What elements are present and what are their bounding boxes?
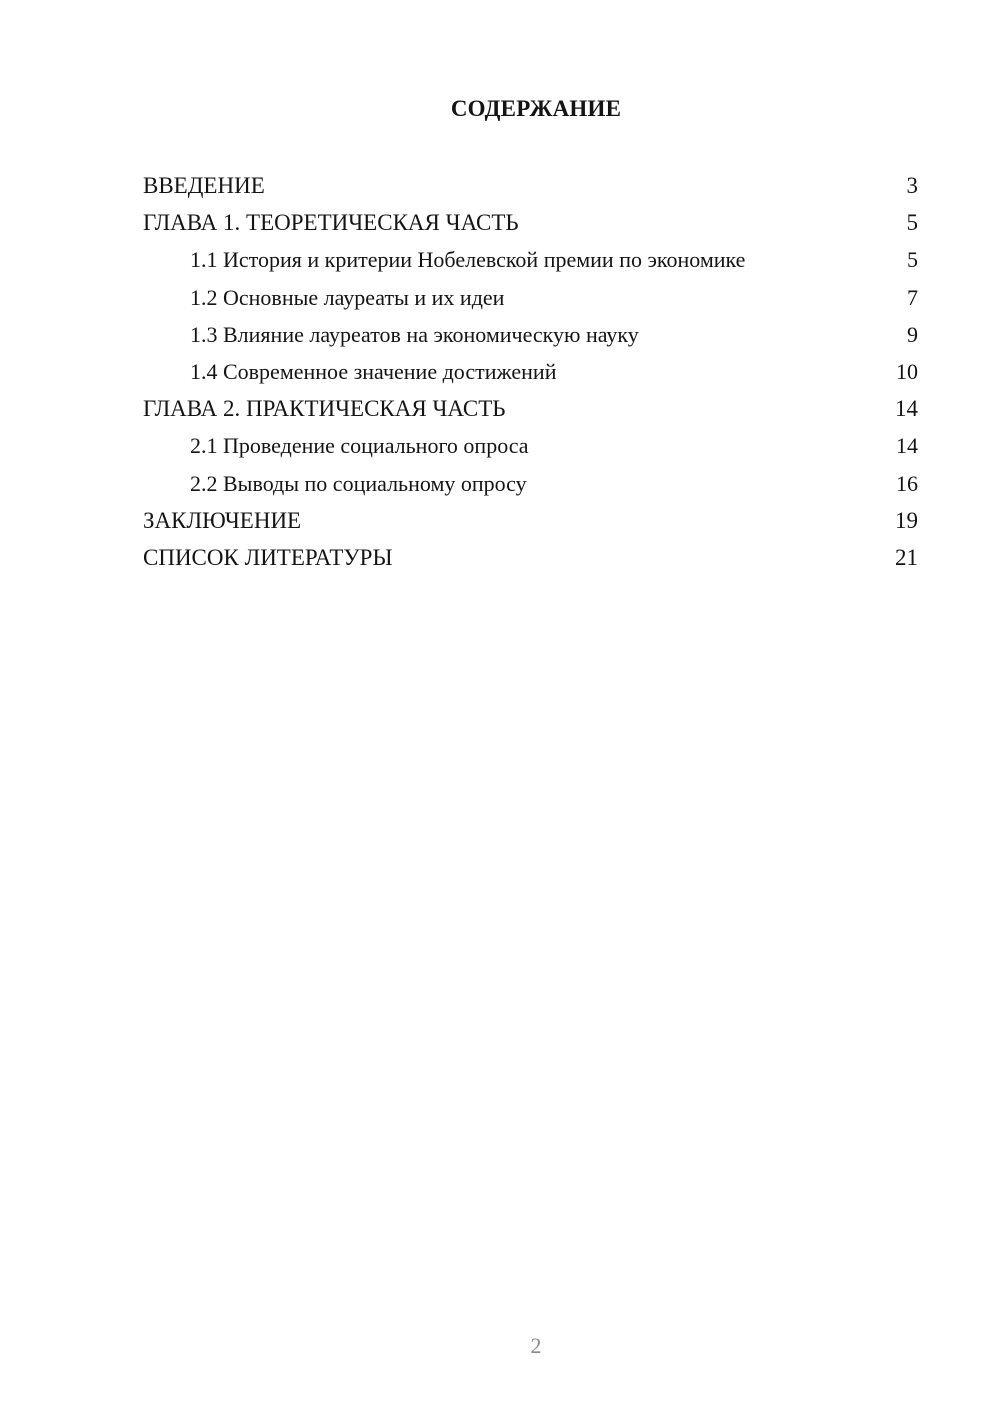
toc-entry-title: 1.4 Современное значение достижений bbox=[190, 358, 557, 384]
toc-entry-page: 3 bbox=[906, 173, 918, 198]
toc-entry-page: 5 bbox=[907, 247, 918, 273]
toc-entry-title: СПИСОК ЛИТЕРАТУРЫ bbox=[143, 544, 393, 570]
toc-entry-title: ГЛАВА 1. ТЕОРЕТИЧЕСКАЯ ЧАСТЬ bbox=[143, 210, 519, 236]
toc-entry bbox=[143, 279, 918, 316]
toc-entry-title: 2.2 Выводы по социальному опросу bbox=[190, 470, 527, 496]
toc-entry-page: 19 bbox=[895, 507, 918, 533]
toc-entry-page: 10 bbox=[896, 358, 918, 384]
toc-entry-page: 9 bbox=[907, 321, 918, 347]
toc-entry-page: 5 bbox=[906, 210, 918, 236]
toc-entry bbox=[143, 241, 918, 278]
toc-entry-title: ГЛАВА 2. ПРАКТИЧЕСКАЯ ЧАСТЬ bbox=[143, 396, 506, 422]
toc-entry-title: 1.3 Влияние лауреатов на экономическую науку bbox=[190, 321, 639, 347]
toc-entry-page: 21 bbox=[895, 544, 918, 570]
toc-entry bbox=[143, 502, 918, 539]
toc-entry bbox=[143, 427, 918, 464]
toc-entry bbox=[143, 390, 918, 427]
toc-entry-page: 14 bbox=[896, 433, 918, 459]
toc-entry bbox=[143, 465, 918, 502]
page-number: 2 bbox=[530, 1333, 542, 1358]
toc-entry-title: ЗАКЛЮЧЕНИЕ bbox=[143, 507, 302, 533]
toc-entry-page: 7 bbox=[907, 284, 918, 310]
toc-entry-page: 14 bbox=[895, 396, 918, 422]
toc-entry-title: 2.1 Проведение социального опроса bbox=[190, 433, 529, 459]
toc-entry bbox=[143, 204, 918, 241]
toc-entry bbox=[143, 539, 918, 576]
table-of-contents bbox=[143, 167, 918, 576]
page-title: СОДЕРЖАНИЕ bbox=[450, 96, 622, 121]
toc-entry-page: 16 bbox=[896, 470, 918, 496]
toc-entry bbox=[143, 167, 918, 204]
toc-entry-title: 1.2 Основные лауреаты и их идеи bbox=[190, 284, 505, 310]
toc-entry bbox=[143, 353, 918, 390]
toc-entry bbox=[143, 316, 918, 353]
toc-entry-title: ВВЕДЕНИЕ bbox=[143, 173, 265, 198]
toc-entry-title: 1.1 История и критерии Нобелевской премии по экономике bbox=[190, 247, 746, 273]
